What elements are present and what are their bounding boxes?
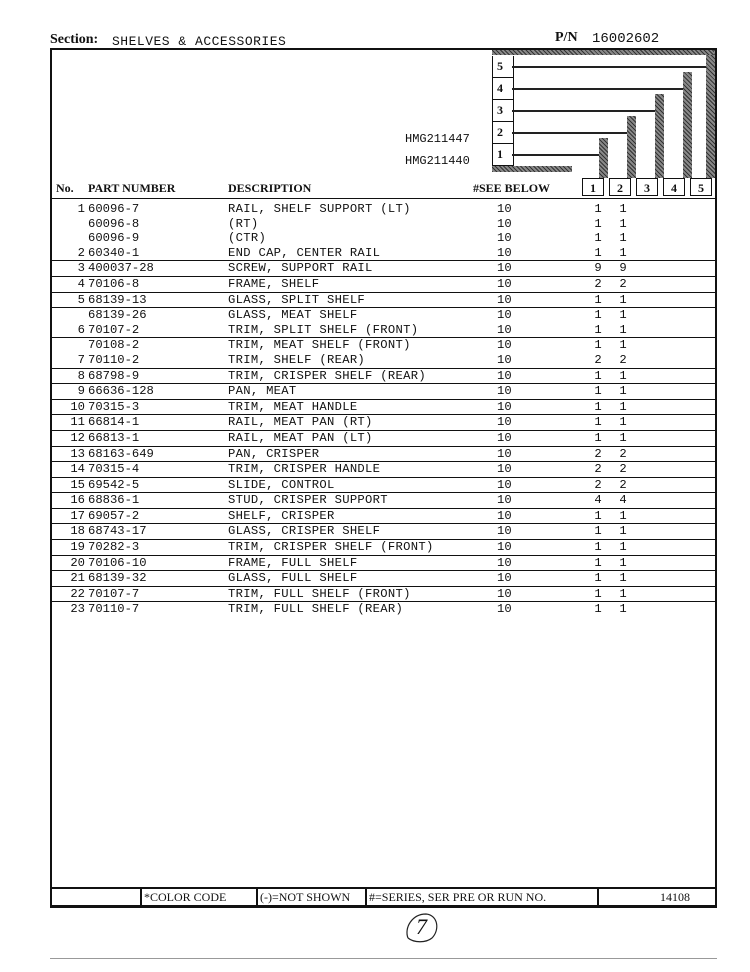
col-series-4: 4 — [663, 178, 685, 196]
item-number: 3 — [77, 261, 85, 276]
table-row — [52, 308, 715, 323]
table-row — [52, 217, 715, 232]
table-row — [52, 293, 715, 309]
col-series-2: 2 — [609, 178, 631, 196]
part-number: 68139-13 — [88, 292, 147, 307]
parts-list-frame — [50, 48, 717, 908]
item-number: 12 — [70, 430, 85, 445]
table-row — [52, 202, 715, 217]
part-number: 66814-1 — [88, 415, 140, 430]
part-number: 70315-4 — [88, 462, 140, 477]
part-number: 70106-8 — [88, 276, 140, 291]
col-part-number: PART NUMBER — [88, 181, 176, 195]
qty-series-1: 1 — [594, 202, 602, 216]
description: SHELF, CRISPER — [228, 508, 335, 523]
description: TRIM, CRISPER HANDLE — [228, 462, 381, 477]
qty-series-1: 4 — [594, 493, 602, 508]
qty-series-1: 1 — [594, 245, 602, 260]
description: TRIM, MEAT HANDLE — [228, 399, 358, 414]
part-number: 68139-26 — [88, 308, 147, 323]
part-number-label: P/N — [555, 30, 578, 45]
see-below: 10 — [497, 338, 512, 353]
see-below: 10 — [497, 292, 512, 307]
qty-series-1: 1 — [594, 292, 602, 307]
item-number: 17 — [70, 508, 85, 523]
description: PAN, MEAT — [228, 384, 297, 399]
table-row — [52, 277, 715, 293]
qty-series-2: 2 — [619, 462, 627, 477]
qty-series-1: 1 — [594, 399, 602, 414]
part-number: 60096-8 — [88, 216, 140, 231]
bracket-line-4 — [512, 88, 686, 90]
page-header — [50, 30, 720, 50]
qty-series-2: 1 — [619, 322, 627, 337]
description: END CAP, CENTER RAIL — [228, 245, 381, 260]
qty-series-1: 1 — [594, 430, 602, 445]
qty-series-1: 1 — [594, 322, 602, 337]
item-number: 19 — [70, 540, 85, 555]
qty-series-2: 9 — [619, 261, 627, 276]
see-below: 10 — [497, 462, 512, 477]
item-number: 9 — [77, 384, 85, 399]
qty-series-2: 1 — [619, 308, 627, 323]
description: GLASS, CRISPER SHELF — [228, 524, 381, 539]
qty-series-1: 1 — [594, 540, 602, 555]
model-number-1: HMG211447 — [405, 132, 470, 146]
table-row — [52, 524, 715, 540]
description: RAIL, SHELF SUPPORT (LT) — [228, 202, 411, 216]
table-row — [52, 431, 715, 447]
series-label-1: 1 — [493, 144, 513, 166]
qty-series-1: 1 — [594, 571, 602, 586]
item-number: 2 — [77, 245, 85, 260]
item-number: 7 — [77, 352, 85, 367]
bracket-line-1 — [512, 154, 602, 156]
qty-series-2: 2 — [619, 276, 627, 291]
table-row — [52, 571, 715, 587]
description: (CTR) — [228, 231, 267, 246]
bottom-rule — [50, 958, 717, 959]
qty-series-2: 1 — [619, 399, 627, 414]
table-row — [52, 556, 715, 572]
qty-series-2: 1 — [619, 571, 627, 586]
item-number: 13 — [70, 446, 85, 461]
qty-series-1: 1 — [594, 586, 602, 601]
part-number: 66636-128 — [88, 384, 154, 399]
description: SCREW, SUPPORT RAIL — [228, 261, 373, 276]
see-below: 10 — [497, 276, 512, 291]
item-number: 1 — [77, 202, 85, 216]
qty-series-1: 1 — [594, 508, 602, 523]
see-below: 10 — [497, 368, 512, 383]
see-below: 10 — [497, 322, 512, 337]
item-number: 4 — [77, 276, 85, 291]
description: (RT) — [228, 216, 259, 231]
footer-divider — [597, 889, 599, 905]
see-below: 10 — [497, 202, 512, 216]
part-number: 70107-7 — [88, 586, 140, 601]
part-number: 70110-2 — [88, 352, 140, 367]
series-label-4: 4 — [493, 78, 513, 100]
column-header — [52, 178, 715, 199]
see-below: 10 — [497, 602, 512, 617]
item-number: 10 — [70, 399, 85, 414]
item-number: 16 — [70, 493, 85, 508]
description: STUD, CRISPER SUPPORT — [228, 493, 388, 508]
section-label: Section: — [50, 32, 99, 47]
model-series-chart — [492, 50, 717, 180]
item-number: 14 — [70, 462, 85, 477]
series-label-2: 2 — [493, 122, 513, 144]
table-row — [52, 384, 715, 400]
qty-series-1: 2 — [594, 276, 602, 291]
qty-series-1: 9 — [594, 261, 602, 276]
see-below: 10 — [497, 415, 512, 430]
col-see-below: #SEE BELOW — [473, 181, 551, 195]
qty-series-1: 1 — [594, 338, 602, 353]
qty-series-2: 2 — [619, 446, 627, 461]
part-number: 68743-17 — [88, 524, 147, 539]
table-row — [52, 353, 715, 369]
part-number: 66813-1 — [88, 430, 140, 445]
model-bottom-band — [492, 166, 572, 172]
qty-series-1: 1 — [594, 602, 602, 617]
col-series-1: 1 — [582, 178, 604, 196]
part-number: 70110-7 — [88, 602, 140, 617]
description: RAIL, MEAT PAN (RT) — [228, 415, 373, 430]
part-number: 68139-32 — [88, 571, 147, 586]
table-row — [52, 323, 715, 339]
see-below: 10 — [497, 384, 512, 399]
see-below: 10 — [497, 540, 512, 555]
description: TRIM, FULL SHELF (FRONT) — [228, 586, 411, 601]
see-below: 10 — [497, 352, 512, 367]
qty-series-1: 2 — [594, 352, 602, 367]
part-number-value: 16002602 — [592, 31, 660, 47]
part-number: 69542-5 — [88, 477, 140, 492]
description: SLIDE, CONTROL — [228, 477, 335, 492]
footer-legend — [50, 887, 717, 907]
see-below: 10 — [497, 493, 512, 508]
table-row — [52, 447, 715, 463]
qty-series-1: 1 — [594, 308, 602, 323]
qty-series-2: 1 — [619, 338, 627, 353]
bracket-line-5 — [512, 66, 708, 68]
qty-series-2: 2 — [619, 477, 627, 492]
table-row — [52, 400, 715, 416]
description: GLASS, FULL SHELF — [228, 571, 358, 586]
item-number: 6 — [77, 322, 85, 337]
table-row — [52, 493, 715, 509]
description: TRIM, CRISPER SHELF (FRONT) — [228, 540, 434, 555]
description: TRIM, FULL SHELF (REAR) — [228, 602, 404, 617]
part-number: 70282-3 — [88, 540, 140, 555]
description: TRIM, MEAT SHELF (FRONT) — [228, 338, 411, 353]
series-label-5: 5 — [493, 56, 513, 78]
table-row — [52, 261, 715, 277]
table-row — [52, 246, 715, 262]
item-number: 22 — [70, 586, 85, 601]
qty-series-1: 1 — [594, 231, 602, 246]
see-below: 10 — [497, 446, 512, 461]
see-below: 10 — [497, 308, 512, 323]
item-number: 21 — [70, 571, 85, 586]
qty-series-2: 1 — [619, 245, 627, 260]
table-row — [52, 509, 715, 525]
qty-series-1: 1 — [594, 384, 602, 399]
table-row — [52, 587, 715, 603]
part-number: 70108-2 — [88, 338, 140, 353]
item-number: 5 — [77, 292, 85, 307]
qty-series-2: 1 — [619, 415, 627, 430]
qty-series-1: 1 — [594, 524, 602, 539]
qty-series-2: 1 — [619, 430, 627, 445]
bracket-bar-1 — [599, 138, 608, 178]
col-no: No. — [56, 181, 74, 195]
bracket-bar-4 — [683, 72, 692, 178]
part-number: 60340-1 — [88, 245, 140, 260]
description: TRIM, CRISPER SHELF (REAR) — [228, 368, 426, 383]
item-number: 23 — [70, 602, 85, 617]
table-row — [52, 338, 715, 353]
qty-series-2: 1 — [619, 384, 627, 399]
qty-series-2: 1 — [619, 508, 627, 523]
qty-series-2: 1 — [619, 540, 627, 555]
document-number: 14108 — [660, 890, 690, 904]
bracket-bar-3 — [655, 94, 664, 178]
qty-series-2: 4 — [619, 493, 627, 508]
description: GLASS, SPLIT SHELF — [228, 292, 366, 307]
model-number-2: HMG211440 — [405, 154, 470, 168]
part-number: 70315-3 — [88, 399, 140, 414]
model-top-band — [492, 50, 714, 55]
table-row — [52, 415, 715, 431]
item-number: 15 — [70, 477, 85, 492]
qty-series-1: 2 — [594, 462, 602, 477]
part-number: 68836-1 — [88, 493, 140, 508]
bracket-bar-2 — [627, 116, 636, 178]
bracket-line-3 — [512, 110, 658, 112]
qty-series-1: 1 — [594, 555, 602, 570]
see-below: 10 — [497, 245, 512, 260]
part-number: 70106-10 — [88, 555, 147, 570]
part-number: 69057-2 — [88, 508, 140, 523]
bracket-line-2 — [512, 132, 630, 134]
item-number: 11 — [70, 415, 85, 430]
item-number: 8 — [77, 368, 85, 383]
not-shown-note: (-)=NOT SHOWN — [260, 890, 351, 904]
item-number: 18 — [70, 524, 85, 539]
qty-series-1: 1 — [594, 368, 602, 383]
color-code-note: *COLOR CODE — [144, 890, 227, 904]
col-description: DESCRIPTION — [228, 181, 312, 195]
bracket-bar-5 — [706, 50, 715, 178]
series-label-stack — [492, 56, 514, 166]
table-row — [52, 462, 715, 478]
item-number: 20 — [70, 555, 85, 570]
description: FRAME, FULL SHELF — [228, 555, 358, 570]
description: TRIM, SPLIT SHELF (FRONT) — [228, 322, 419, 337]
qty-series-1: 1 — [594, 216, 602, 231]
description: GLASS, MEAT SHELF — [228, 308, 358, 323]
series-note: #=SERIES, SER PRE OR RUN NO. — [369, 890, 547, 904]
see-below: 10 — [497, 261, 512, 276]
col-series-5: 5 — [690, 178, 712, 196]
see-below: 10 — [497, 216, 512, 231]
part-number: 400037-28 — [88, 261, 154, 276]
qty-series-2: 1 — [619, 202, 627, 216]
part-number: 70107-2 — [88, 322, 140, 337]
see-below: 10 — [497, 555, 512, 570]
qty-series-2: 1 — [619, 524, 627, 539]
qty-series-1: 1 — [594, 415, 602, 430]
description: FRAME, SHELF — [228, 276, 320, 291]
qty-series-2: 1 — [619, 368, 627, 383]
qty-series-2: 1 — [619, 216, 627, 231]
see-below: 10 — [497, 571, 512, 586]
qty-series-2: 1 — [619, 602, 627, 617]
table-row — [52, 231, 715, 246]
description: PAN, CRISPER — [228, 446, 320, 461]
description: RAIL, MEAT PAN (LT) — [228, 430, 373, 445]
table-row — [52, 478, 715, 494]
qty-series-1: 2 — [594, 477, 602, 492]
table-row — [52, 602, 715, 617]
description: TRIM, SHELF (REAR) — [228, 352, 366, 367]
see-below: 10 — [497, 586, 512, 601]
qty-series-2: 1 — [619, 555, 627, 570]
see-below: 10 — [497, 524, 512, 539]
see-below: 10 — [497, 508, 512, 523]
see-below: 10 — [497, 477, 512, 492]
table-row — [52, 540, 715, 556]
col-series-3: 3 — [636, 178, 658, 196]
series-label-3: 3 — [493, 100, 513, 122]
qty-series-2: 1 — [619, 586, 627, 601]
see-below: 10 — [497, 231, 512, 246]
parts-table — [52, 202, 715, 617]
qty-series-2: 1 — [619, 231, 627, 246]
footer-divider — [256, 889, 258, 905]
qty-series-1: 2 — [594, 446, 602, 461]
qty-series-2: 2 — [619, 352, 627, 367]
see-below: 10 — [497, 399, 512, 414]
section-value: SHELVES & ACCESSORIES — [112, 34, 287, 49]
page-number — [402, 910, 442, 946]
qty-series-2: 1 — [619, 292, 627, 307]
page-number-text: 7 — [416, 914, 427, 939]
part-number: 60096-9 — [88, 231, 140, 246]
footer-divider — [365, 889, 367, 905]
part-number: 60096-7 — [88, 202, 140, 216]
footer-divider — [140, 889, 142, 905]
see-below: 10 — [497, 430, 512, 445]
part-number: 68163-649 — [88, 446, 154, 461]
table-row — [52, 369, 715, 385]
part-number: 68798-9 — [88, 368, 140, 383]
